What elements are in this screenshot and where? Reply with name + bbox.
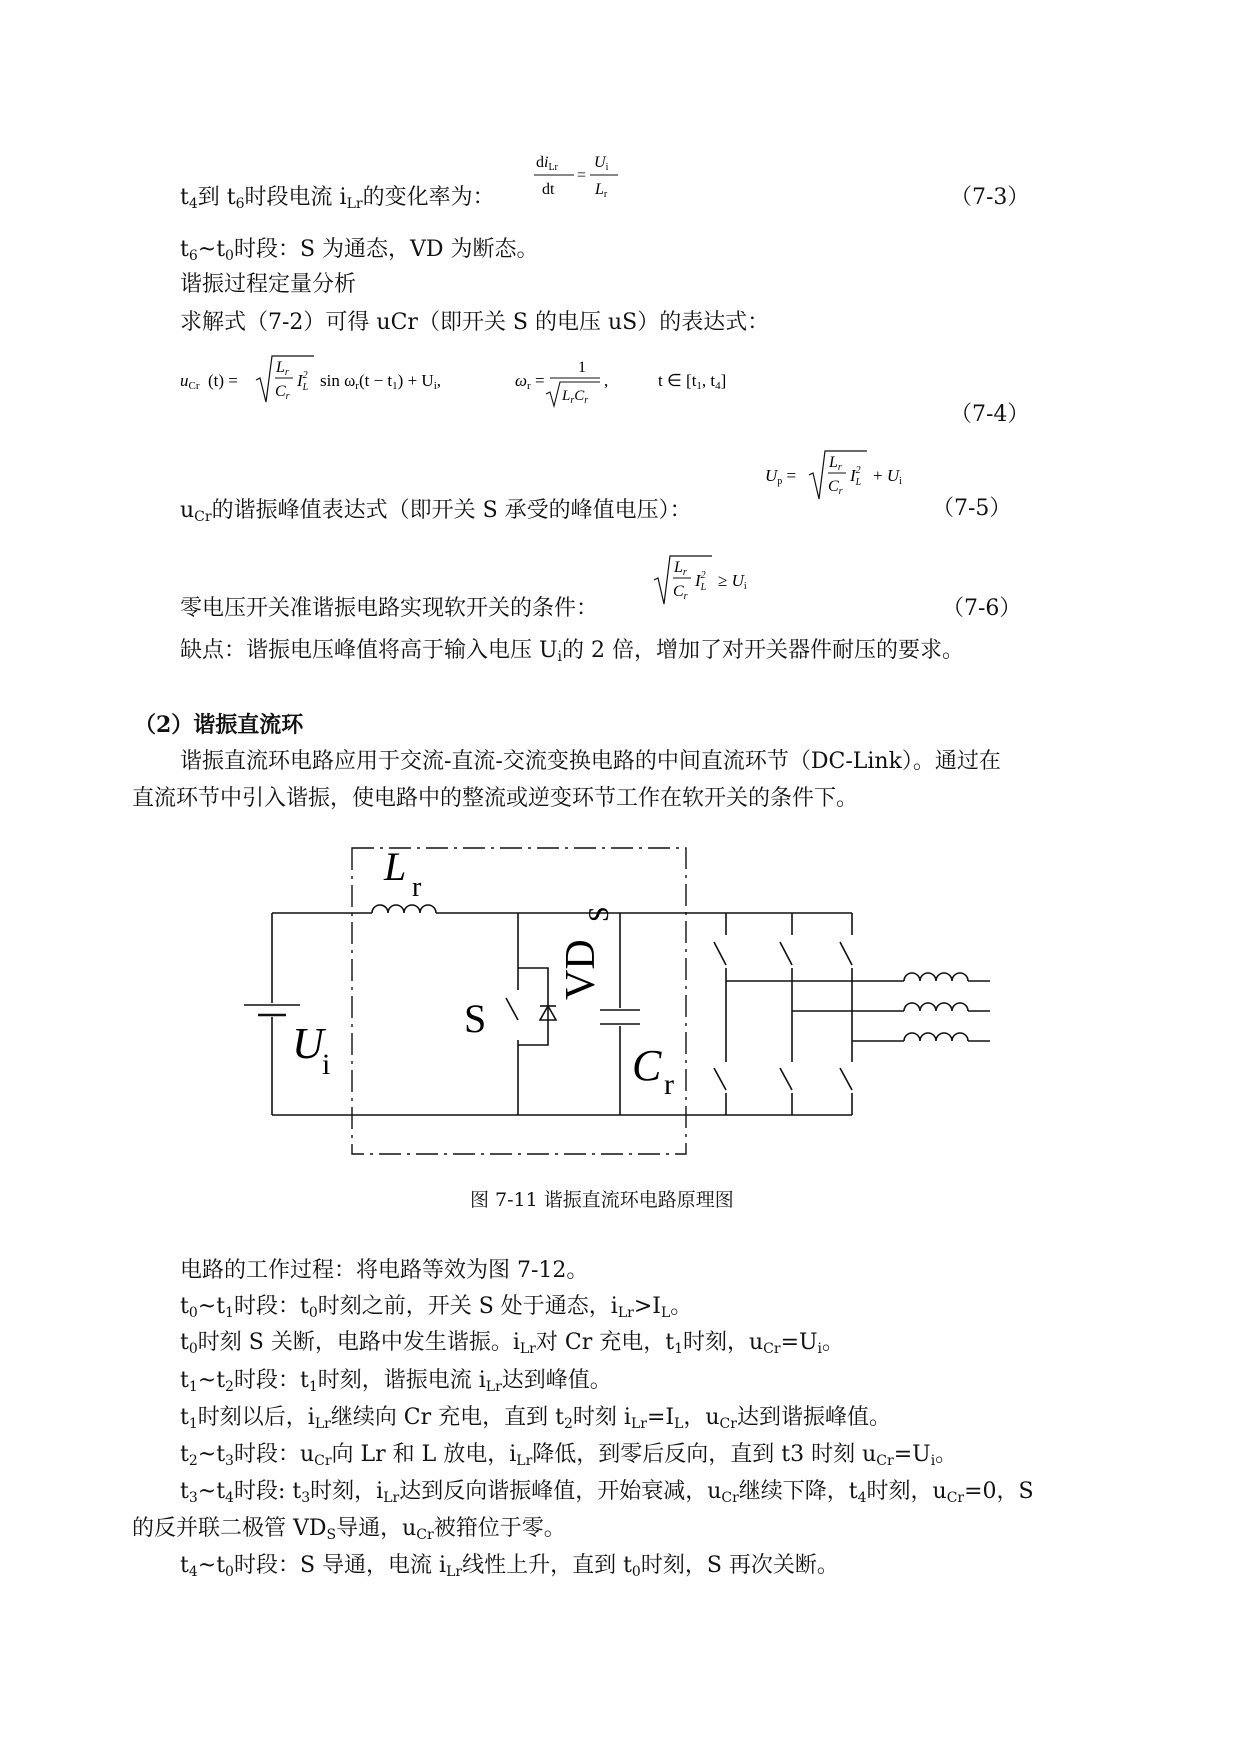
svg-text:Cr: Cr bbox=[275, 383, 290, 402]
svg-text:≥ Ui: ≥ Ui bbox=[718, 571, 747, 592]
paragraph-dc-link-1: 谐振直流环电路应用于交流-直流-交流变换电路的中间直流环节（DC-Link）。通过在 bbox=[180, 749, 1001, 774]
svg-text:(t) =: (t) = bbox=[208, 371, 238, 390]
process-t3-t4-cont: 的反并联二极管 $VD_S$导通，$u_{Cr}$被箝位于零。 bbox=[132, 1516, 566, 1543]
svg-text:I2L: $I^2$ L bbox=[850, 465, 862, 488]
process-t1-t2: $t_1\sim t_2$时段：$t_1$时刻，谐振电流 $i_{Lr}$达到峰值。 bbox=[180, 1368, 612, 1395]
paragraph-dc-link-2: 直流环节中引入谐振，使电路中的整流或逆变环节工作在软开关的条件下。 bbox=[132, 786, 859, 811]
process-t0-t1: $t_0\sim t_1$时段：$t_0$时刻之前，开关 S 处于通态，$i_{Lr}>I_L$。 bbox=[180, 1294, 693, 1321]
paragraph-quantitative: 谐振过程定量分析 bbox=[180, 272, 357, 297]
svg-text:I2L: $I^2$ L bbox=[695, 570, 707, 593]
process-intro: 电路的工作过程：将电路等效为图 7-12。 bbox=[180, 1258, 589, 1283]
svg-text:Lr: Lr bbox=[276, 359, 289, 378]
label-Cr-sub: r bbox=[664, 1068, 674, 1101]
svg-text:Up =: Up = bbox=[765, 466, 797, 487]
paragraph-solve: 求解式（7-2）可得 uCr（即开关 S 的电压 uS）的表达式： bbox=[180, 310, 770, 335]
paragraph-t6-t0: $t_6\sim t_0$时段：S 为通态，VD 为断态。 bbox=[180, 237, 539, 264]
svg-text:sin ωr(t − t1) + Ui,: sin ωr(t − t1) + Ui, bbox=[320, 371, 441, 392]
equation-number-7-6: （7-6） bbox=[942, 596, 1022, 621]
process-t2-t3: $t_2\sim t_3$时段：$u_{Cr}$向 Lr 和 L 放电，$i_{Lr}$降低，到零后反向，直到 t3 时刻 $u_{Cr}=U_i$。 bbox=[180, 1442, 958, 1469]
label-S: S bbox=[464, 996, 487, 1041]
svg-text:+ Ui: + Ui bbox=[873, 466, 902, 487]
section-heading: （2）谐振直流环 bbox=[134, 712, 304, 738]
svg-text:Lr: Lr bbox=[829, 454, 842, 473]
svg-text:Lr: Lr bbox=[595, 181, 608, 200]
svg-text:1: 1 bbox=[578, 359, 586, 376]
svg-text:,: , bbox=[604, 371, 609, 390]
equation-number-7-3: （7-3） bbox=[950, 185, 1030, 210]
paragraph-disadvantage: 缺点：谐振电压峰值将高于输入电压 $U_i$的 2 倍，增加了对开关器件耐压的要求。 bbox=[180, 638, 965, 665]
svg-text:LrCr: $L_rC_r$ bbox=[562, 388, 589, 406]
svg-text:uCr: uCr bbox=[180, 371, 200, 392]
svg-text:dt: dt bbox=[542, 181, 555, 198]
paragraph-soft-switch-condition: 零电压开关准谐振电路实现软开关的条件： bbox=[180, 596, 599, 621]
svg-text:Cr: Cr bbox=[673, 583, 688, 602]
paragraph-eq-7-3-lead: $t_4$到 $t_6$时段电流 $i_{Lr}$的变化率为： bbox=[180, 185, 495, 212]
svg-text:diLr: diLr bbox=[536, 154, 558, 173]
svg-text:Lr: Lr bbox=[674, 559, 687, 578]
figure-caption: 图 7-11 谐振直流环电路原理图 bbox=[470, 1189, 734, 1211]
svg-text:t ∈ [t1, t4]: t ∈ [t1, t4] bbox=[658, 371, 727, 392]
process-after-t1: $t_1$时刻以后，$i_{Lr}$继续向 Cr 充电，直到 $t_2$时刻 $i_{Lr}=I_L$，$u_{Cr}$达到谐振峰值。 bbox=[180, 1405, 891, 1432]
label-Lr-sub: r bbox=[412, 872, 422, 903]
label-Ui: U bbox=[292, 1019, 324, 1068]
label-Lr: L bbox=[384, 844, 407, 889]
label-Cr: C bbox=[632, 1041, 662, 1090]
svg-text:Cr: Cr bbox=[828, 478, 843, 497]
process-t4-t0: $t_4\sim t_0$时段：S 导通，电流 $i_{Lr}$线性上升，直到 $t_0$时刻，S 再次关断。 bbox=[180, 1553, 839, 1580]
paragraph-peak-voltage: $u_{Cr}$的谐振峰值表达式（即开关 S 承受的峰值电压）： bbox=[180, 498, 692, 525]
label-VDs-sub: S bbox=[584, 906, 615, 922]
svg-text:ωr =: ωr = bbox=[515, 371, 545, 392]
label-Ui-sub: i bbox=[322, 1048, 331, 1081]
process-t3-t4: $t_3\sim t_4$时段: $t_3$时刻，$i_{Lr}$达到反向谐振峰值，开始衰减，$u_{Cr}$继续下降，$t_4$时刻，$u_{Cr}=0$，S bbox=[180, 1479, 1034, 1506]
process-t0-off: $t_0$时刻 S 关断，电路中发生谐振。$i_{Lr}$对 Cr 充电，$t_1$时刻，$u_{Cr}=U_i$。 bbox=[180, 1330, 845, 1357]
svg-text:I2L: $I^2$ L bbox=[297, 370, 309, 393]
label-VDs: VD bbox=[558, 939, 604, 1000]
svg-text:Ui: Ui bbox=[594, 154, 609, 173]
svg-text:=: = bbox=[577, 167, 587, 184]
equation-number-7-4: （7-4） bbox=[950, 402, 1030, 427]
equation-number-7-5: （7-5） bbox=[932, 496, 1012, 521]
